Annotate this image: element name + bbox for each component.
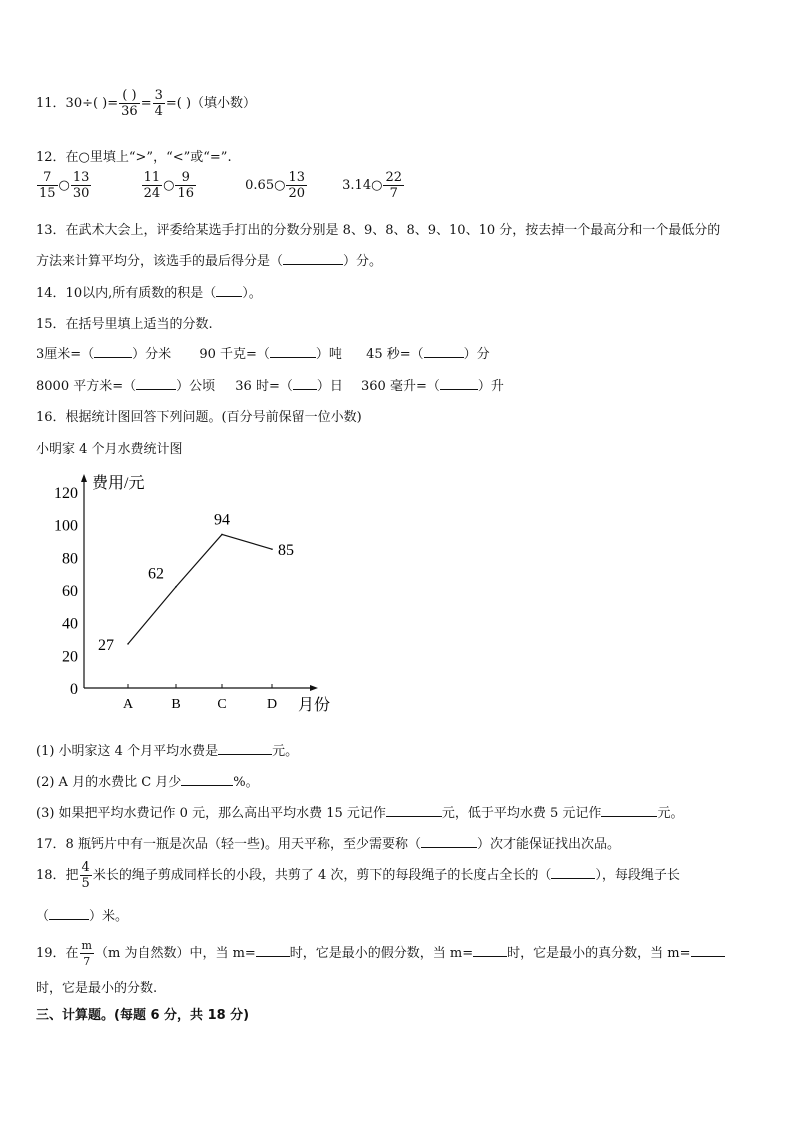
q12-pair-2: $\frac{11}{24}$ ○ $\frac{9}{16}$ bbox=[143, 170, 195, 201]
answer-blank[interactable] bbox=[293, 377, 317, 390]
answer-blank[interactable] bbox=[256, 944, 290, 957]
data-point bbox=[127, 643, 129, 645]
q15-row2: 8000 平方米=（ ）公顷 36 时=（ ）日 360 毫升=（ ）升 bbox=[36, 379, 504, 394]
q16-sub3: (3) 如果把平均水费记作 0 元，那么高出平均水费 15 元记作 元，低于平均水费 5 元记作 元。 bbox=[36, 806, 684, 821]
x-tick-label: A bbox=[122, 697, 134, 712]
q12-pair-3: 0.65○ $\frac{13}{20}$ bbox=[245, 170, 305, 201]
answer-blank[interactable] bbox=[270, 345, 316, 358]
answer-blank[interactable] bbox=[94, 345, 132, 358]
data-point bbox=[175, 586, 177, 588]
q13-line2: 方法来计算平均分，该选手的最后得分是（ ）分。 bbox=[36, 254, 383, 269]
data-label: 27 bbox=[98, 636, 114, 654]
data-label: 85 bbox=[278, 542, 294, 560]
q16-sub2: (2) A 月的水费比 C 月少 %。 bbox=[36, 775, 259, 790]
q11-fraction-blank-36: $\frac{( )}{36}$ bbox=[121, 88, 138, 119]
q19-line1: 19．在 $\frac{m}{7}$ （m 为自然数）中，当 m= 时，它是最小的假分数，当 m= 时，它是最小的真分数，当 m= bbox=[36, 938, 725, 969]
x-tick-label: B bbox=[171, 697, 181, 712]
chart-series bbox=[127, 534, 273, 645]
q19-fraction: $\frac{m}{7}$ bbox=[81, 939, 92, 968]
x-tick-label: C bbox=[217, 697, 227, 712]
y-tick-label: 60 bbox=[62, 583, 78, 600]
answer-blank[interactable] bbox=[283, 252, 343, 265]
data-point bbox=[221, 534, 223, 536]
q16-sub1: (1) 小明家这 4 个月平均水费是 元。 bbox=[36, 744, 299, 759]
y-tick-label: 100 bbox=[54, 517, 78, 535]
answer-blank[interactable] bbox=[136, 377, 176, 390]
answer-blank[interactable] bbox=[691, 944, 725, 957]
chart-caption: 小明家 4 个月水费统计图 bbox=[36, 442, 183, 457]
q12-pairs bbox=[36, 170, 405, 201]
q13-line1: 13．在武术大会上，评委给某选手打出的分数分别是 8、9、8、8、9、10、10 分，按去掉一个最高分和一个最低分的 bbox=[36, 223, 721, 238]
q15-stem: 15．在括号里填上适当的分数. bbox=[36, 317, 213, 332]
q12-pair-4: 3.14○ $\frac{22}{7}$ bbox=[342, 170, 402, 201]
answer-blank[interactable] bbox=[218, 742, 272, 755]
y-tick-label: 40 bbox=[62, 615, 78, 633]
y-tick-label: 120 bbox=[54, 485, 78, 502]
q11: 11．30÷( )= $\frac{( )}{36}$ = $\frac{3}{4}$ =( )（填小数） bbox=[36, 88, 257, 119]
q14: 14．10以内,所有质数的积是（ ）。 bbox=[36, 286, 262, 301]
y-tick-label: 20 bbox=[62, 648, 78, 666]
q18-fraction: $\frac{4}{5}$ bbox=[81, 860, 90, 891]
q12-pair-1: $\frac{7}{15}$ ○ $\frac{13}{30}$ bbox=[39, 170, 90, 201]
chart-axes bbox=[81, 474, 330, 714]
data-label: 62 bbox=[148, 565, 164, 583]
x-axis-label: 月份 bbox=[298, 697, 331, 714]
data-point bbox=[271, 548, 273, 550]
q12-stem: 12．在○里填上“>”，“<”或“=”. bbox=[36, 150, 232, 165]
series-line bbox=[128, 534, 272, 643]
answer-blank[interactable] bbox=[440, 377, 478, 390]
q15-row1: 3厘米=（ ）分米 90 千克=（ ）吨 45 秒=（ ）分 bbox=[36, 347, 490, 362]
data-label: 94 bbox=[214, 511, 230, 529]
x-tick-label: D bbox=[266, 697, 278, 712]
q17: 17．8 瓶钙片中有一瓶是次品（轻一些)。用天平称，至少需要称（ ）次才能保证找出次品。 bbox=[36, 837, 621, 852]
chart-y-ticks bbox=[54, 485, 78, 698]
answer-blank[interactable] bbox=[216, 284, 242, 297]
answer-blank[interactable] bbox=[421, 835, 477, 848]
q19-line2: 时，它是最小的分数. bbox=[36, 981, 158, 996]
x-axis-arrow bbox=[310, 685, 318, 691]
answer-blank[interactable] bbox=[473, 944, 507, 957]
q18-line1: 18．把 $\frac{4}{5}$ 米长的绳子剪成同样长的小段，共剪了 4 次，剪下的每段绳子的长度占全长的（ ），每段绳子长 bbox=[36, 860, 680, 891]
answer-blank[interactable] bbox=[181, 773, 233, 786]
q16-stem: 16．根据统计图回答下列问题。(百分号前保留一位小数) bbox=[36, 410, 362, 425]
q11-fraction-3-4: $\frac{3}{4}$ bbox=[154, 88, 163, 119]
answer-blank[interactable] bbox=[601, 804, 657, 817]
answer-blank[interactable] bbox=[49, 907, 89, 920]
y-tick-label: 0 bbox=[70, 681, 78, 698]
answer-blank[interactable] bbox=[551, 866, 595, 879]
section-3-title: 三、计算题。(每题 6 分，共 18 分) bbox=[36, 1008, 250, 1023]
y-axis-label: 费用/元 bbox=[92, 475, 145, 492]
y-axis-arrow bbox=[81, 474, 87, 482]
water-fee-line-chart bbox=[40, 466, 360, 718]
answer-blank[interactable] bbox=[424, 345, 464, 358]
y-tick-label: 80 bbox=[62, 550, 78, 568]
q18-line2: （ ）米。 bbox=[36, 909, 129, 924]
chart-data-labels bbox=[98, 511, 294, 653]
answer-blank[interactable] bbox=[386, 804, 442, 817]
